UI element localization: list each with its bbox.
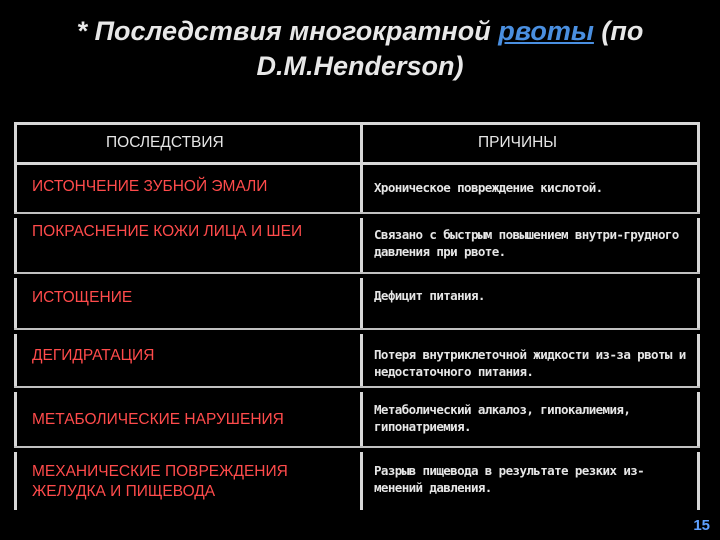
consequence-cell: МЕХАНИЧЕСКИЕ ПОВРЕЖДЕНИЯ ЖЕЛУДКА И ПИЩЕВОДА [32,463,288,500]
consequence-cell: МЕТАБОЛИЧЕСКИЕ НАРУШЕНИЯ [32,411,284,428]
title-line-2: D.M.Henderson) [256,51,464,81]
cause-cell: Дефицит питания. [374,288,485,303]
title-prefix: * Последствия многократной [76,16,499,46]
cause-cell: Потеря внутриклеточной жидкости из-за рвоты и недостаточного питания. [374,347,686,379]
cause-cell: Хроническое повреждение кислотой. [374,180,603,195]
cause-cell: Связано с быстрым повышением внутри-грудного давления при рвоте. [374,227,679,259]
row-divider [14,328,700,334]
header-consequences: ПОСЛЕДСТВИЯ [106,134,224,151]
header-causes: ПРИЧИНЫ [478,134,558,151]
cause-cell: Метаболический алкалоз, гипокалиемия, гипонатриемия. [374,402,631,434]
title-link-rvoty[interactable]: рвоты [498,16,594,46]
page-number: 15 [693,517,710,534]
row-divider [14,446,700,452]
row-divider [14,272,700,278]
title-line-1 [0,14,720,49]
row-divider [14,212,700,218]
table-header-divider [14,162,700,165]
cause-cell: Разрыв пищевода в результате резких из-менений давления. [374,463,645,495]
consequence-cell: ПОКРАСНЕНИЕ КОЖИ ЛИЦА И ШЕИ [32,223,303,240]
consequence-cell: ИСТОЩЕНИЕ [32,289,133,306]
title-suffix: (по [593,16,644,46]
slide-title [0,14,720,84]
row-divider [14,386,700,392]
consequence-cell: ДЕГИДРАТАЦИЯ [32,347,155,364]
consequence-cell: ИСТОНЧЕНИЕ ЗУБНОЙ ЭМАЛИ [32,178,268,195]
